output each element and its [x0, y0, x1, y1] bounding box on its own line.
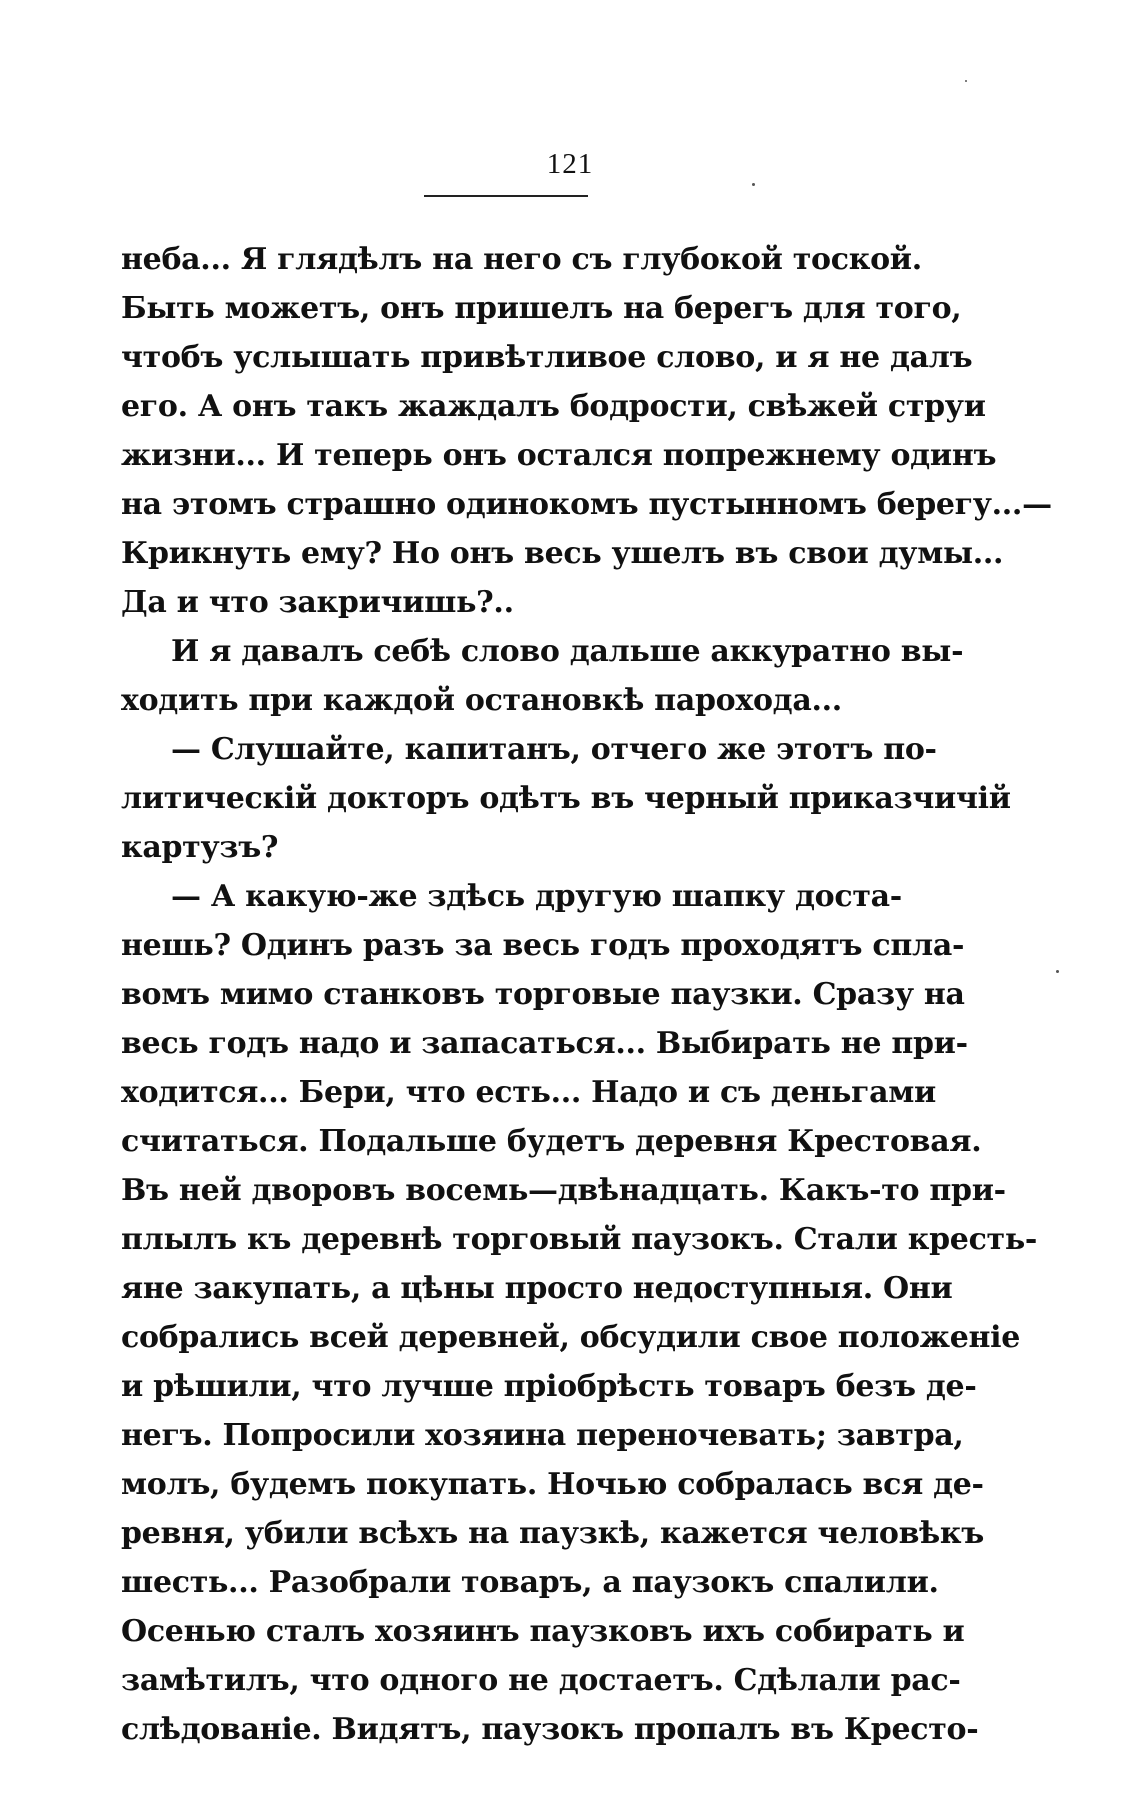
header-rule: [424, 195, 588, 197]
text-line: Быть можетъ, онъ пришелъ на берегъ для того,: [121, 291, 962, 326]
text-line: — Слушайте, капитанъ, отчего же этотъ по-: [171, 732, 937, 767]
text-line: молъ, будемъ покупать. Ночью собралась вся де-: [121, 1467, 984, 1502]
text-line: ходить при каждой остановкѣ парохода...: [121, 683, 842, 718]
text-line: яне закупать, а цѣны просто недоступныя. Они: [121, 1271, 953, 1306]
text-line: литическій докторъ одѣтъ въ черный приказчичій: [121, 781, 1011, 816]
text-line: ревня, убили всѣхъ на паузкѣ, кажется человѣкъ: [121, 1516, 984, 1551]
text-line: чтобъ услышать привѣтливое слово, и я не далъ: [121, 340, 973, 375]
text-line: Осенью сталъ хозяинъ паузковъ ихъ собирать и: [121, 1614, 965, 1649]
text-line: Крикнуть ему? Но онъ весь ушелъ въ свои думы...: [121, 536, 1004, 571]
text-line: замѣтилъ, что одного не достаетъ. Сдѣлали рас-: [121, 1663, 961, 1698]
text-line: нешь? Одинъ разъ за весь годъ проходятъ спла-: [121, 928, 965, 963]
print-speck: [965, 80, 967, 82]
text-line: вомъ мимо станковъ торговые паузки. Сразу на: [121, 977, 965, 1012]
text-line: считаться. Подальше будетъ деревня Крестовая.: [121, 1124, 982, 1159]
body-text: [121, 235, 1052, 1754]
text-line: неба... Я глядѣлъ на него съ глубокой тоской.: [121, 242, 922, 277]
text-line: И я давалъ себѣ слово дальше аккуратно вы-: [171, 634, 964, 669]
page-number: 121: [546, 148, 594, 180]
print-speck: [752, 183, 755, 186]
text-line: Въ ней дворовъ восемь—двѣнадцать. Какъ-то при-: [121, 1173, 1006, 1208]
text-line: — А какую-же здѣсь другую шапку доста-: [171, 879, 902, 914]
text-line: Да и что закричишь?..: [121, 585, 514, 620]
text-line: собрались всей деревней, обсудили свое положеніе: [121, 1320, 1021, 1355]
text-line: слѣдованіе. Видятъ, паузокъ пропалъ въ Кресто-: [121, 1712, 979, 1747]
text-line: шесть... Разобрали товаръ, а паузокъ спалили.: [121, 1565, 939, 1600]
text-line: весь годъ надо и запасаться... Выбирать не при-: [121, 1026, 968, 1061]
text-line: негъ. Попросили хозяина переночевать; завтра,: [121, 1418, 964, 1453]
text-line: картузъ?: [121, 830, 279, 865]
text-line: на этомъ страшно одинокомъ пустынномъ берегу...—: [121, 487, 1052, 522]
text-line: плылъ къ деревнѣ торговый паузокъ. Стали кресть-: [121, 1222, 1038, 1257]
text-line: его. А онъ такъ жаждалъ бодрости, свѣжей струи: [121, 389, 986, 424]
print-speck: [1056, 970, 1059, 973]
text-line: жизни... И теперь онъ остался попрежнему одинъ: [121, 438, 997, 473]
text-line: и рѣшили, что лучше пріобрѣсть товаръ безъ де-: [121, 1369, 977, 1404]
text-line: ходится... Бери, что есть... Надо и съ деньгами: [121, 1075, 936, 1110]
